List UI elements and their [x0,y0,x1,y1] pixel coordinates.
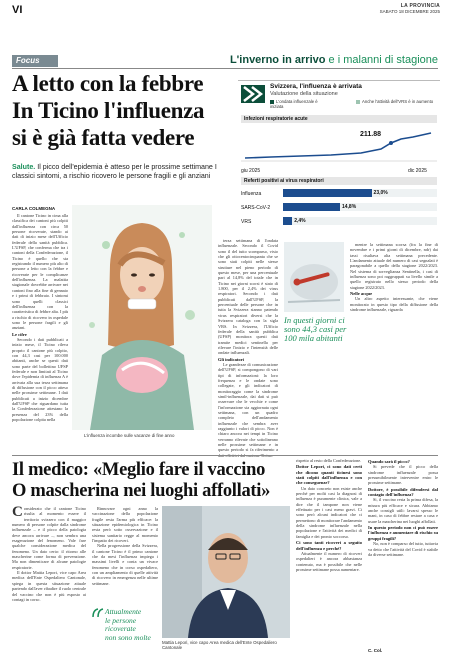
section-band-bold: L'inverno in arrivo [229,54,326,66]
article-column [12,506,86,652]
paragraph: No, non è comparso del tutto, tuttavia va detto che l'attività del Covid è stabile da diverse settimane. [368,541,438,557]
bar-value-label: 14,8% [341,204,357,210]
pull-quote-2 [92,608,158,642]
trend-line [245,133,431,158]
headline-line: O mascherina nei luoghi affollati» [12,481,271,501]
pull-quote-line: non sono molte [105,632,151,642]
legend-item [356,99,436,104]
bar-row [241,203,437,212]
bar-category-label: Influenza [241,191,262,197]
article-divider [12,455,438,456]
trend-marker [389,141,393,145]
paragraph: Sì, il vaccino resta la prima difesa, la misura più efficace e sicura. Abbiamo anche consigli utili: lavarsi spesso le mani, in caso di febbre restare a casa e usare la mascherina nei luoghi affollati. [368,497,438,524]
paragraph: Rinnovare ogni anno la vaccinazione della popolazione fragile resta l'arma più efficace: la situazione epidemiologica in Ticino resta però sotto osservazione e il sistema sanitario regge al momento l'impatto dei ricoveri. [92,506,158,544]
section-band [62,54,438,66]
section-rule [12,68,438,69]
section-band-rest: e i malanni di stagione [325,54,438,66]
paragraph: Il dottor Mattia Lepori, vice capo Area medica dell'Ente Ospedaliero Cantonale, spiega in questa situazione attuale partendo dall'aver ribadire il ruolo centrale del vaccino che non è più esposto ai contagi in corso. [12,570,86,602]
interview-question: In questo periodo non ci può essere l'influenza e aumentare di rischio su gruppi fragili? [368,525,438,541]
subheading: Gli indicatori [218,356,244,362]
indicator-value: 211.88 [360,131,382,138]
bar-track [283,217,437,225]
paragraph: Attualmente il numero di ricoveri ospedalieri è ancora abbastanza contenuto, ma è possibile che nelle prossime settimane possa aumentare. [296,550,362,572]
section-bar [12,54,438,67]
infobox-subtitle: Valutazione della situazione [270,91,338,97]
trend-line-chart [241,125,437,165]
article-column [12,213,68,447]
article-column [350,242,438,452]
paragraph: Le grandezze di comunicazione dell'UFSP, si compongono di vari tipi di informazioni: la loro frequenza e le ondate sono collegate, e gli indicatori di monitoraggio come la sindrome simil-influenzale, dai dati si può osservare che le vecchie e come l'informazione sia aggiornata ogni settimana, con un quadro completo dell'andamento influenzale che sembra aver raggiunto i valori di picco. Non è chiaro ancora nei tempi in Ticino verranno rilevate che sottolineano nelle prossime settimane e in questo periodo si fa riferimento a [218,361,278,453]
article-column [296,458,362,654]
bar-category-label: SARS-CoV-2 [241,205,271,211]
paragraph: Il cantone Ticino in cima alla classifica dei cantoni più colpiti dall'influenza con circa 50 persone ricoverate, stando ai dati di inizio mese dell'Ufficio federale della sanità pubblica. L'UFSP, che conferma che tra i cantoni della Confederazione, il Ticino è quello che sta registrando il numero più alto di persone a letto con la febbre e ricoverate per le complicanze dell'influenza. La malattia stagionale dovrebbe arrivare nei cantoni fino alla fine di gennaio e i primi di febbraio. I sintomi sono quelli classici dell'influenza con la caratteristica di febbre alta. I più a rischio di ricovero in ospedale sono le persone fragili e gli anziani. [12,213,68,331]
masthead [380,3,440,14]
indicator-header: Infezioni respiratorie acute [241,115,437,123]
interview-question: Dottore, è possibile difendersi dal contagio dell'influenza? [368,486,438,498]
infobox-logo [241,85,265,103]
sick-woman-illustration [72,205,212,430]
legend-label: Anche l'attività dell'VRS è in aumento [362,99,434,104]
headline-line: si è già fatta vedere [12,125,195,150]
axis-end-label: dic 2025 [408,168,427,174]
legend-label: L'ondata influenzale è iniziata [270,99,318,109]
thermometer-photo [284,242,344,312]
quote-icon [92,608,104,618]
signature: C. Col. [368,648,383,653]
axis-start-label: giu 2025 [241,168,261,174]
subheading: Le cifre [12,331,27,337]
paragraph: Si prevede che il picco della sindrome influenzale possa presumibilmente intervenire entro le prossime settimane. [368,464,438,486]
pull-quote-line: le persone ricoverate [105,615,137,633]
paragraph: terza settimana di l'ondata influenzale. Secondo il Covid sono il del tutto scomparso, visto che gli ottocentocinquanta che se sono stati colpiti nelle stesse strutture nel pieno periodo di questo mese, per una percentuale pari al 14,8% del totale che in Ticino nei giorni scorsi è stato di 1.800, per il 2,4% dei virus respiratori. Secondo i dati pubblicati dall'UFSP, la percentuale delle persone che in tutta la Svizzera stanno patendo virus respiratori diversi che la Svizzera cataloga con la sigla VRS. In Svizzera, l'Ufficio federale della sanità pubblica (UFSP) monitora questi dati tramite medici sentinella per rilevare l'inizio e l'intensità delle ondate influenzali. [218,238,278,356]
illustration [72,205,212,430]
thermometer-icon [284,242,344,312]
bar-row [241,189,437,198]
byline: CARLA COLMEGNA [12,206,56,211]
paragraph: mentre la settimana scorsa (fra la fine di novembre e i primi giorni di dicembre, ndr) dai tassi risultava alta settimana precedente. L'andamento attuale del numero di casi segnalati è paragonabile a quello della stagione 2022/2023. Nel sistema di sorveglianza Sentinella, i casi di influenza sono poi raggruppati su livello simile a quello registrato nello stesso periodo della stagione 2022/2023. [350,242,438,290]
bar-value-label: 2,4% [294,218,306,224]
deck-text: Il picco dell'epidemia è atteso per le prossime settimane I classici sintomi, a rischio ricovero le persone fragili e gli anziani [12,163,217,180]
drop-cap: C [12,504,23,520]
doctor-portrait [162,506,290,638]
legend-swatch [356,100,360,104]
interview-question: Dottor Lepori, ci sono dati certi che dicono quanti ticinesi sono stati colpiti dall'influenza e con che conseguenze? [296,464,362,486]
paragraph: rispetto al resto della Confederazione. [296,458,362,463]
image-caption: L'influenza incombe sulle vacanze di fine anno [84,433,175,438]
paragraph: Secondo i dati pubblicati a inizio mese, il Ticino rileva proprio il cantone più colpito, con 44,3 casi per 100.000 abitanti, anche se questi dati sono parte del bollettino UFSP federale e non limitati al Ticino dove l'epidemia di influenza A è arrivata alla sua terza settimana di diffusione con il picco atteso nelle prossime settimane. I dati pubblicati a inizio dicembre dall'UFSP che riguardano tutta la Confederazione attestano la presenza del 23% della popolazione colpita nella [12,336,68,423]
bar-track [283,203,437,211]
paragraph [12,506,86,570]
article2-headline [12,460,312,502]
pull-quote-line: Attualmente [105,607,142,616]
legend-item [270,99,330,109]
bar-chart [238,189,440,239]
paragraph-text: onsiderato che il cantone Ticino risulta al momento essere il territorio svizzero con il maggior numero di persone colpite dalla sindrome influenzale – e il picco della patologia deve ancora arrivare –, non sembra una esagerazione del fenomeno. Vale fare qualche considerazione medica del fenomeno. Un dato certo: il ritorno alle mascherine come forma di prevenzione. Ma non dimenticare di alcune patologie respiratorie. [12,506,86,570]
masthead-name: LA PROVINCIA [400,3,440,9]
paragraph: Un altro aspetto interessante, che viene monitorato in questo tipo della diffusione della sindrome influenzale, riguarda [350,296,438,313]
bar-category-label: VRS [241,219,252,225]
page-number: VI [12,4,23,16]
subheading: Nelle acque [350,291,373,297]
article-headline [12,70,237,151]
article-column [92,506,158,606]
headline-line: In Ticino l'influenza [12,98,205,123]
bar [283,203,340,211]
bar [283,217,292,225]
doctor-photo [162,506,290,638]
article-column [368,458,438,646]
interview-question: Quando sarà il picco? [368,459,410,464]
headline-line: Il medico: «Meglio fare il vaccino [12,460,266,480]
interview-question: Ci sono tanti ricoveri a seguito dell'influenza e perché? [296,540,362,551]
bar-value-label: 23,0% [373,190,388,196]
section-tag: Focus [12,55,58,67]
paragraph: Nella progressione della Svizzera, il cantone Ticino è il primo cantone che da mesi l'influenza impiega i massimi livelli e conta un vivace fenomeno che in corso ospedaliero, con un ampliamento di quelle attività di ricovero in emergenza nelle ultime settimane. [92,543,158,586]
infobox [238,80,440,241]
bars-header: Referti positivi ai virus respiratori [241,177,437,185]
deck-lead: Salute. [12,163,36,171]
pull-quote: In questi giorni ci sono 44,3 casi per 100 mila abitanti [284,315,347,343]
headline-line: A letto con la febbre [12,71,204,96]
pull-quote-2-text [105,608,158,642]
bar-track [283,189,437,197]
masthead-date: SABATO 18 DICEMBRE 2025 [379,9,440,14]
article-column [218,238,278,453]
article-deck [12,163,237,181]
bar-row [241,217,437,226]
paragraph: Un dato concreto non esiste anche perché per molti casi la diagnosi di influenza è puramente clinica, vale a dire che il tampone non viene effettuato per i casi meno gravi. Ci sono però alcuni indicatori che ci permettono di monitorare l'andamento della sindrome influenzale nella popolazione e l'attività dei medici di famiglia e dei pronto soccorso. [296,485,362,539]
photo-caption: Mattia Lepori, vice capo Area medica dell'Ente Ospedaliero Cantonale [162,640,277,650]
bar [283,189,372,197]
infobox-title: Svizzera, l'influenza è arrivata [270,83,362,90]
